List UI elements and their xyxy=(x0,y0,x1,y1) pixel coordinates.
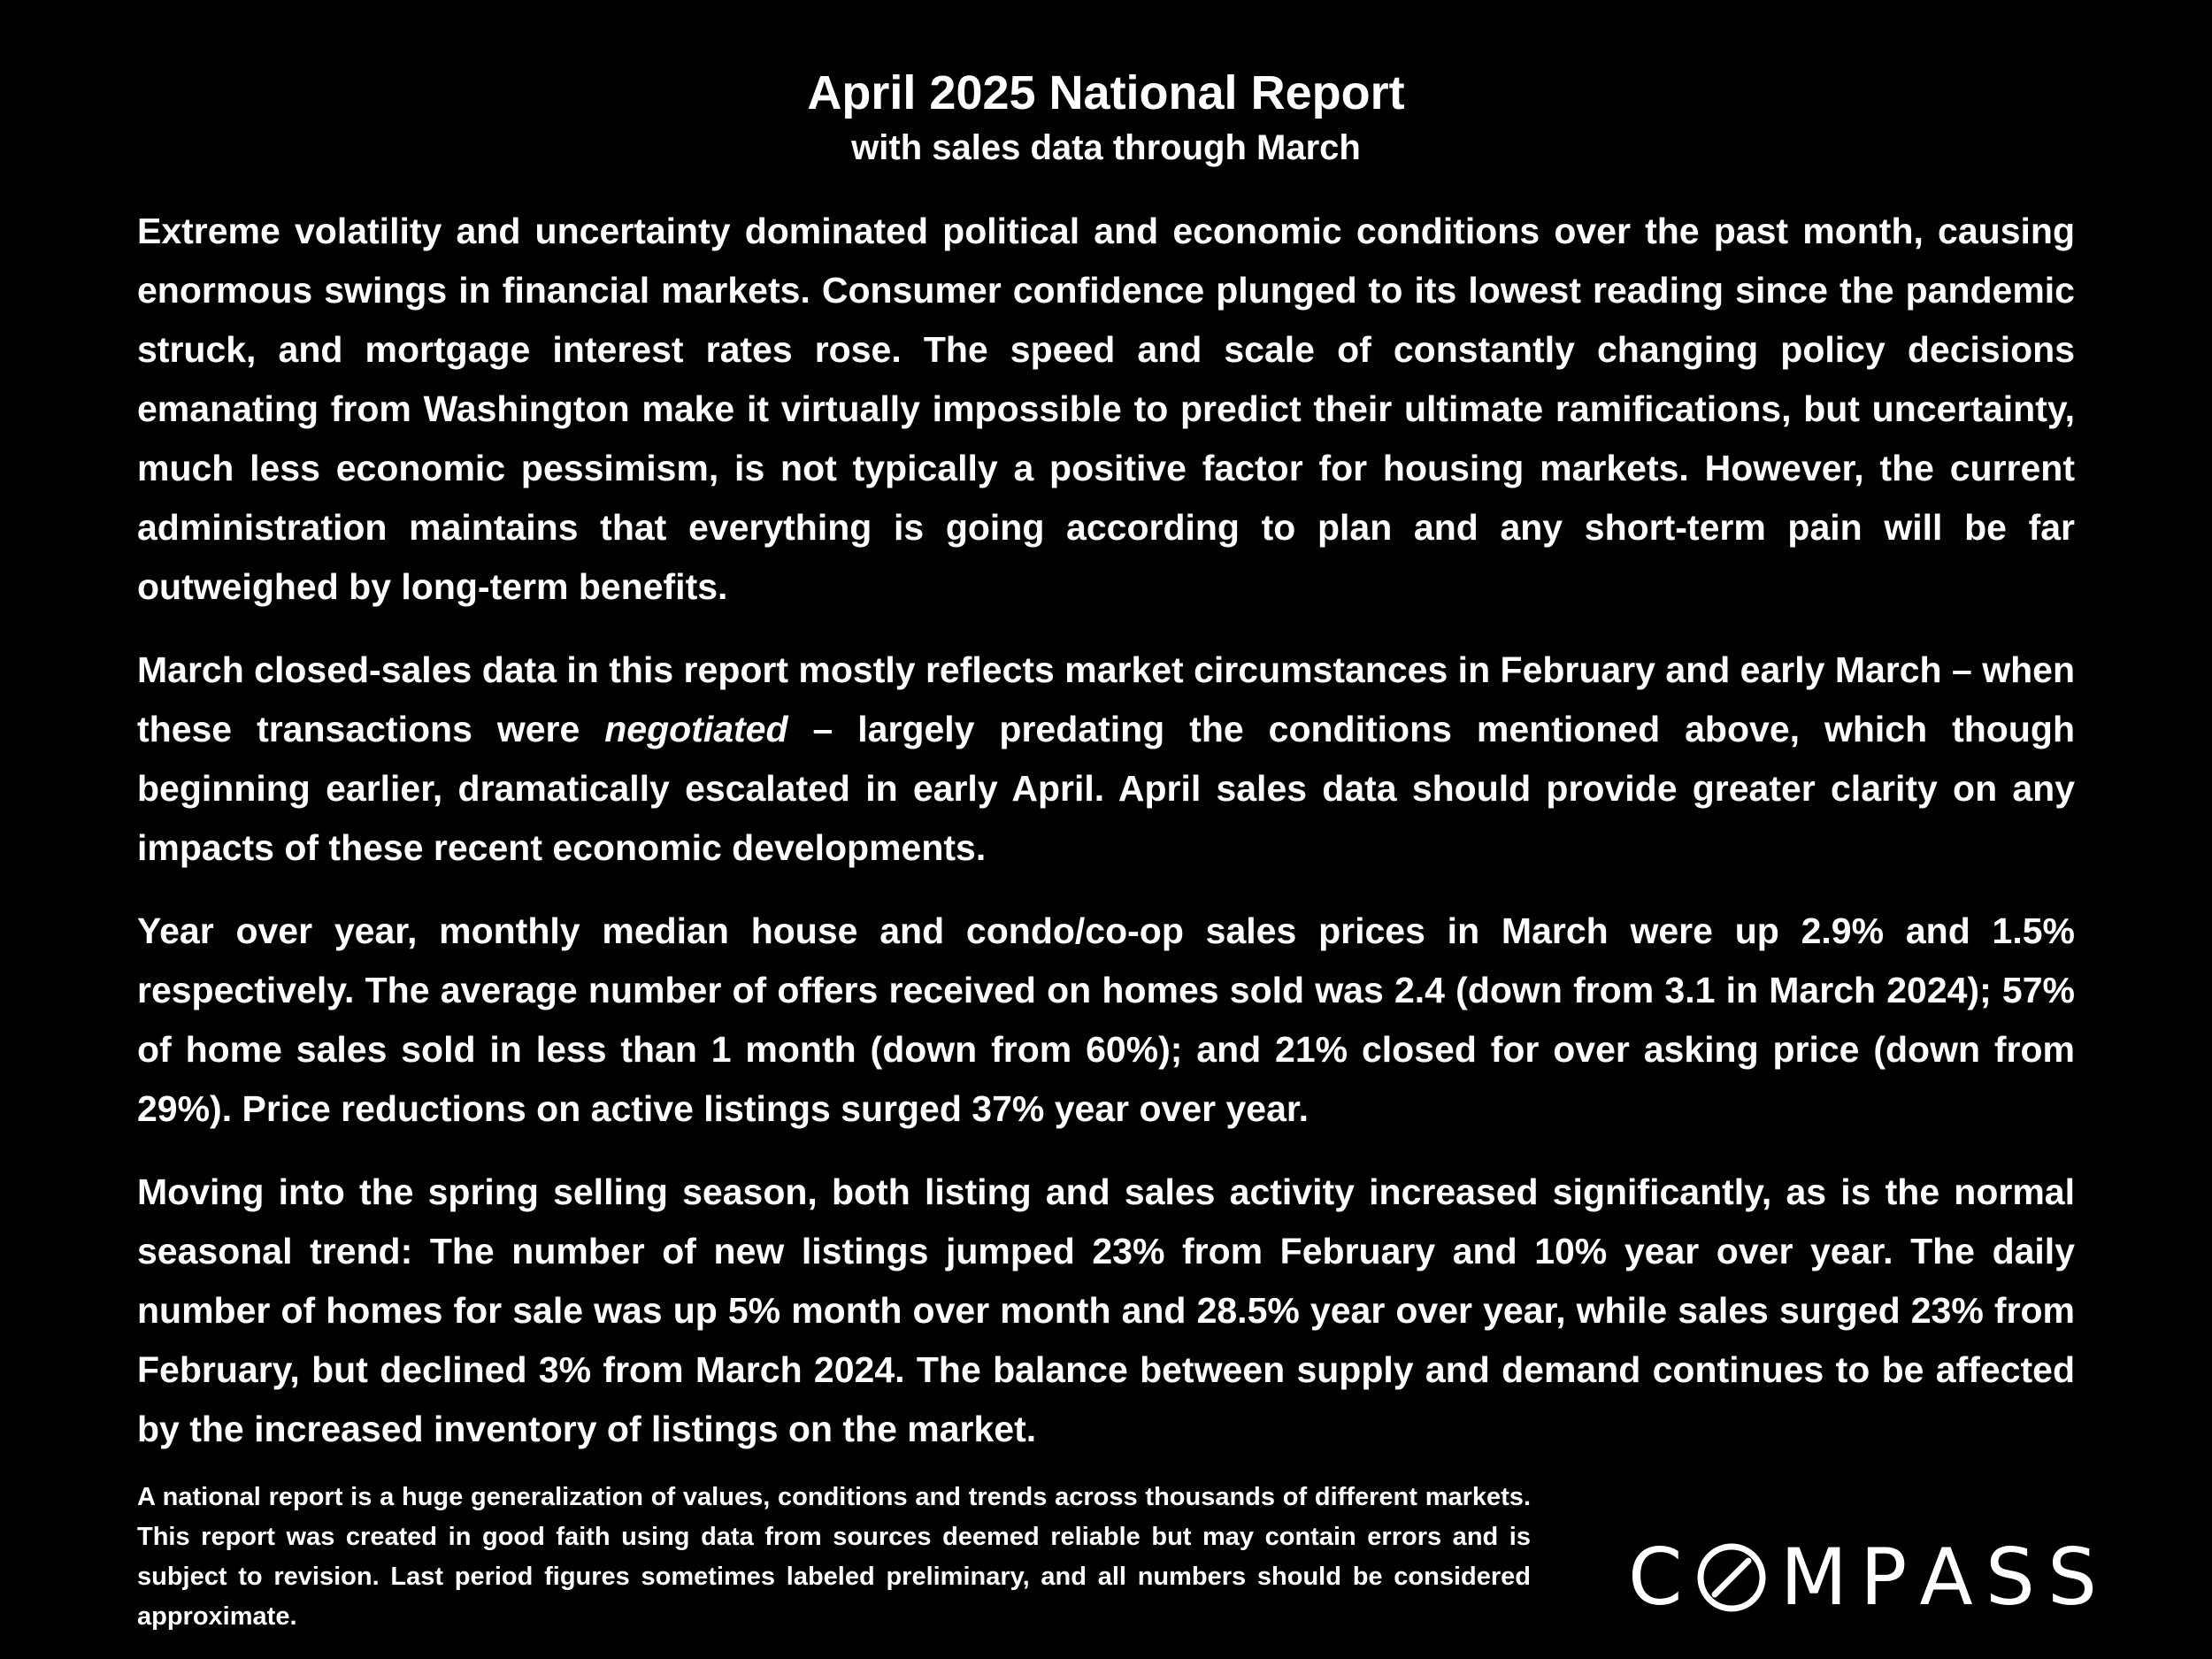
logo-letter: P xyxy=(1860,1532,1908,1623)
report-body xyxy=(137,202,2075,1483)
page-subtitle: with sales data through March xyxy=(851,128,1361,167)
logo-letter: A xyxy=(1919,1532,1973,1623)
disclaimer-text: A national report is a huge generalization of values, conditions and trends across thousands of different markets. This report was created in good faith using data from sources deemed reliable but may contain errors and is subject to revision. Last period figures sometimes labeled preliminary, and all numbers should be considered approximate. xyxy=(137,1483,1531,1631)
paragraph-year-over-year: Year over year, monthly median house and condo/co-op sales prices in March were up 2.9% and 1.5% respectively. The average number of offers received on homes sold was 2.4 (down from 3.1 in March 2024); 57% of home sales sold in less than 1 month (down from 60%); and 21% closed for over asking price (down from 29%). Price reductions on active listings surged 37% year over year. xyxy=(137,910,2075,1129)
page-title: April 2025 National Report xyxy=(807,66,1405,119)
paragraph-text-part: March closed-sales data in this report mostly reflects market circumstances in February and early March – when these transactions were xyxy=(137,649,2075,749)
logo-letter: C xyxy=(1628,1532,1683,1623)
paragraph-closed-sales-data xyxy=(137,641,2075,878)
emphasized-word: negotiated xyxy=(604,709,788,749)
paragraph-spring-season: Moving into the spring selling season, both listing and sales activity increased significantly, as is the normal seasonal trend: The number of new listings jumped 23% from February and 10% year over year. The daily number of homes for sale was up 5% month over month and 28.5% year over year, while sales surged 23% from February, but declined 3% from March 2024. The balance between supply and demand continues to be affected by the increased inventory of listings on the market. xyxy=(137,1171,2075,1449)
paragraph-text-part: – largely predating the conditions mentioned above, which though beginning earlier, dramatically escalated in early April. April sales data should provide greater clarity on any impacts of these recent economic developments. xyxy=(137,709,2075,868)
paragraph-market-conditions: Extreme volatility and uncertainty dominated political and economic conditions over the past month, causing enormous swings in financial markets. Consumer confidence plunged to its lowest reading since the pandemic struck, and mortgage interest rates rose. The speed and scale of constantly changing policy decisions emanating from Washington make it virtually impossible to predict their ultimate ramifications, but uncertainty, much less economic pessimism, is not typically a positive factor for housing markets. However, the current administration maintains that everything is going according to plan and any short-term pain will be far outweighed by long-term benefits. xyxy=(137,211,2075,607)
logo-letter: S xyxy=(2047,1532,2097,1623)
logo-o-slash-icon xyxy=(1695,1541,1768,1614)
logo-letter: M xyxy=(1779,1532,1847,1623)
compass-logo xyxy=(1628,1532,2097,1623)
logo-letter: S xyxy=(1985,1532,2035,1623)
